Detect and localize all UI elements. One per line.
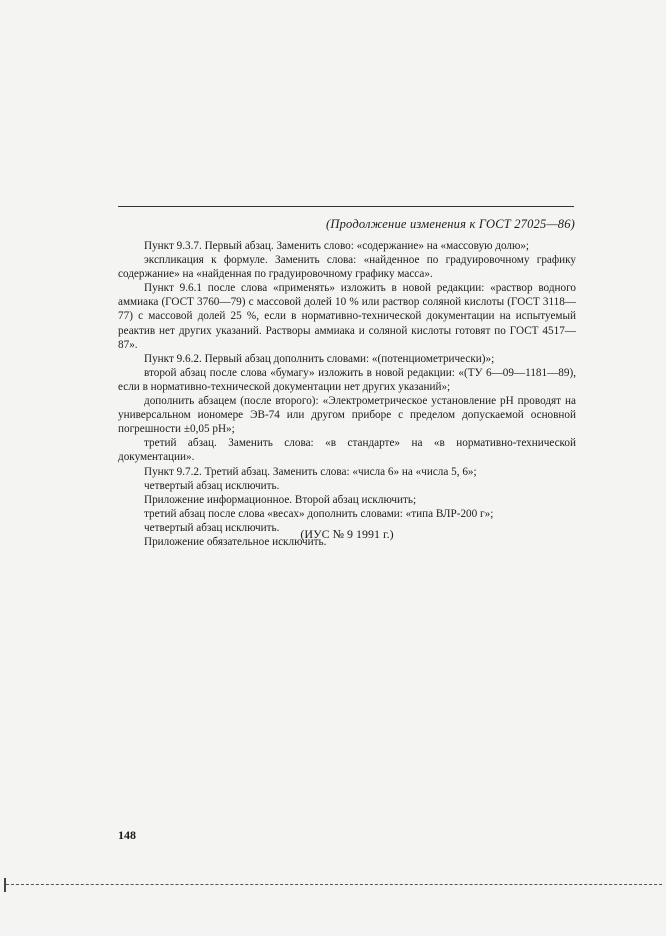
paragraph: четвертый абзац исключить. bbox=[144, 479, 280, 492]
paragraph: третий абзац. Заменить слова: «в стандарте» на «в нормативно-технической документации». bbox=[118, 437, 576, 464]
bottom-rule bbox=[6, 884, 662, 885]
continuation-header: (Продолжение изменения к ГОСТ 27025—86) bbox=[326, 217, 576, 231]
paragraph: дополнить абзацем (после второго): «Электрометрическое установление pH проводят на универсальном иономере ЭВ-74 или другом приборе с пределом допускаемой основной погрешности ±0,05 pH»; bbox=[118, 395, 576, 436]
paragraph: Пункт 9.6.1 после слова «применять» изложить в новой редакции: «раствор водного аммиака (ГОСТ 3760—79) с массовой долей 10 % или раствор соляной кислоты (ГОСТ 3118—77) с массовой долей 25 %, если в нормативно-технической документации на испытуемый реактив нет других указаний. Растворы аммиака и соляной кислоты готовят по ГОСТ 4517—87». bbox=[118, 282, 576, 351]
paragraph: Пункт 9.6.2. Первый абзац дополнить словами: «(потенциометрически)»; bbox=[144, 352, 495, 365]
paragraph: Пункт 9.7.2. Третий абзац. Заменить слова: «числа 6» на «числа 5, 6»; bbox=[144, 465, 477, 478]
paragraph: третий абзац после слова «весах» дополнить словами: «типа ВЛР-200 г»; bbox=[144, 507, 494, 520]
top-rule bbox=[118, 206, 574, 207]
ius-citation: (ИУС № 9 1991 г.) bbox=[300, 527, 394, 541]
paragraph: второй абзац после слова «бумагу» изложить в новой редакции: «(ТУ 6—09—1181—89), если в нормативно-технической документации нет других указаний»; bbox=[118, 366, 576, 393]
paragraph: Приложение информационное. Второй абзац исключить; bbox=[144, 493, 417, 506]
paragraph: экспликация к формуле. Заменить слова: «найденное по градуировочному графику содержание» на «найденная по градуировочному графику масса». bbox=[118, 254, 576, 281]
document-body bbox=[118, 239, 576, 549]
bottom-margin-mark bbox=[4, 878, 6, 892]
page-number: 148 bbox=[118, 828, 136, 842]
paragraph: Пункт 9.3.7. Первый абзац. Заменить слово: «содержание» на «массовую долю»; bbox=[144, 240, 530, 252]
paragraph: четвертый абзац исключить. bbox=[144, 521, 280, 534]
paragraph: Приложение обязательное исключить. bbox=[144, 535, 327, 548]
